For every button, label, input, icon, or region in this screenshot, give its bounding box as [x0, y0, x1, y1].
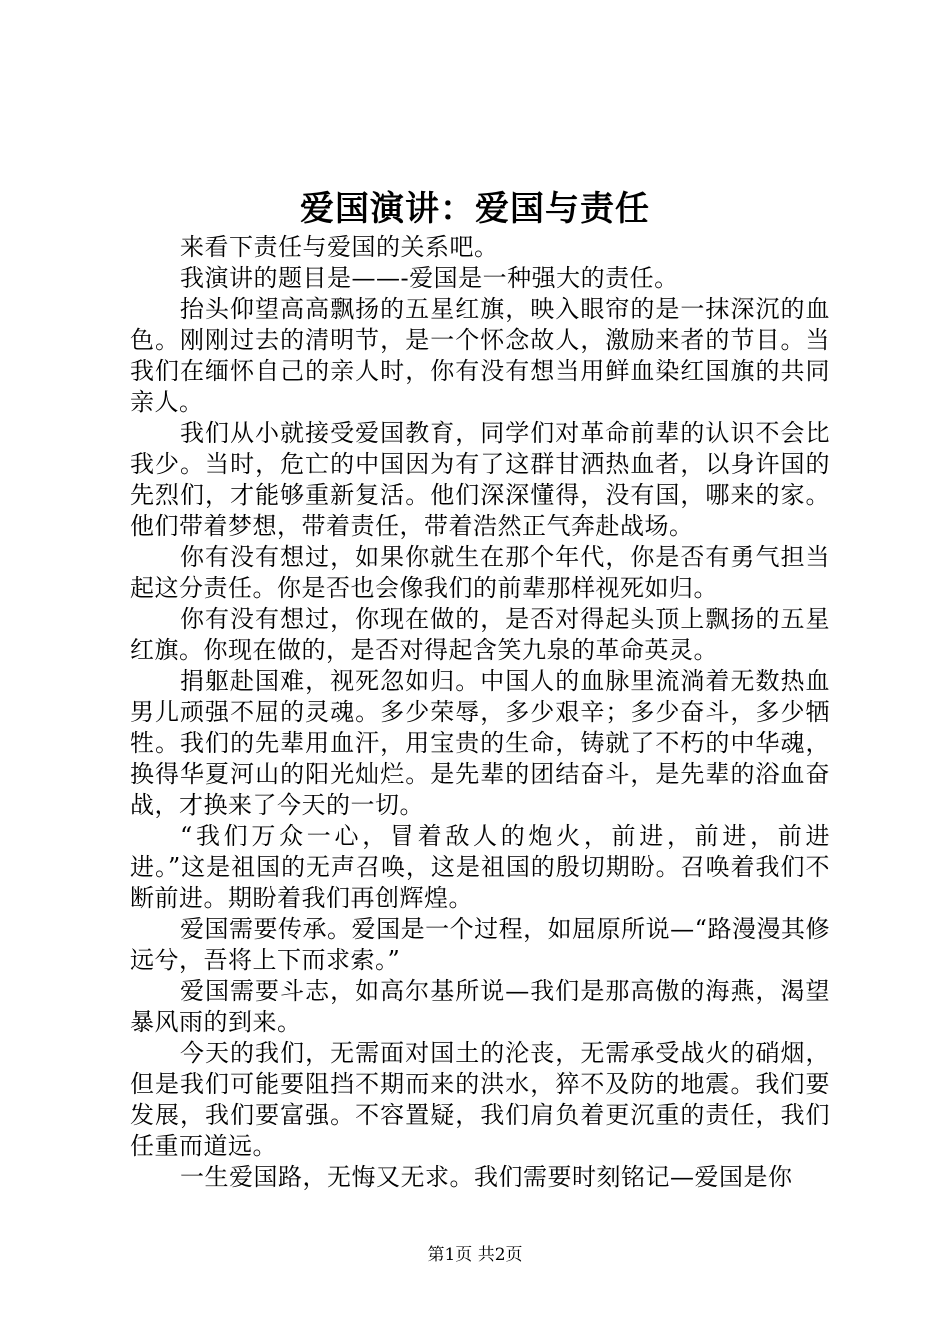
paragraph: 我们从小就接受爱国教育，同学们对革命前辈的认识不会比我少。当时，危亡的中国因为有了这群甘洒热血者，以身许国的先烈们，才能够重新复活。他们深深懂得，没有国，哪来的家。他们带着梦想，带着责任，带着浩然正气奔赴战场。 — [130, 419, 830, 540]
paragraph: 我演讲的题目是——-爱国是一种强大的责任。 — [180, 264, 679, 292]
document-title: 爱国演讲：爱国与责任 — [300, 189, 650, 229]
paragraph: 爱国需要斗志，如高尔基所说—我们是那高傲的海燕，渴望暴风雨的到来。 — [130, 977, 830, 1036]
paragraph: “我们万众一心，冒着敌人的炮火，前进，前进，前进进。”这是祖国的无声召唤，这是祖国的殷切期盼。召唤着我们不断前进。期盼着我们再创辉煌。 — [130, 822, 830, 912]
paragraph: 捐躯赴国难，视死忽如归。中国人的血脉里流淌着无数热血男儿顽强不屈的灵魂。多少荣辱，多少艰辛；多少奋斗，多少牺牲。我们的先辈用血汗，用宝贵的生命，铸就了不朽的中华魂，换得华夏河山的阳光灿烂。是先辈的团结奋斗，是先辈的浴血奋战，才换来了今天的一切。 — [130, 667, 830, 819]
page-number-footer: 第1页 共2页 — [427, 1245, 523, 1265]
paragraph: 你有没有想过，如果你就生在那个年代，你是否有勇气担当起这分责任。你是否也会像我们的前辈那样视死如归。 — [130, 543, 830, 602]
paragraph: 抬头仰望高高飘扬的五星红旗，映入眼帘的是一抹深沉的血色。刚刚过去的清明节，是一个怀念故人，激励来者的节目。当我们在缅怀自己的亲人时，你有没有想当用鲜血染红国旗的共同亲人。 — [130, 295, 830, 416]
paragraph: 今天的我们，无需面对国土的沦丧，无需承受战火的硝烟，但是我们可能要阻挡不期而来的洪水，猝不及防的地震。我们要发展，我们要富强。不容置疑，我们肩负着更沉重的责任，我们任重而道远。 — [130, 1039, 830, 1160]
paragraph: 爱国需要传承。爱国是一个过程，如屈原所说—“路漫漫其修远兮，吾将上下而求索。” — [130, 915, 830, 974]
paragraph: 你有没有想过，你现在做的，是否对得起头顶上飘扬的五星红旗。你现在做的，是否对得起含笑九泉的革命英灵。 — [130, 605, 830, 664]
paragraph: 来看下责任与爱国的关系吧。 — [180, 233, 499, 261]
paragraph: 一生爱国路，无悔又无求。我们需要时刻铭记—爱国是你 — [180, 1163, 793, 1191]
document-body — [130, 232, 830, 1193]
